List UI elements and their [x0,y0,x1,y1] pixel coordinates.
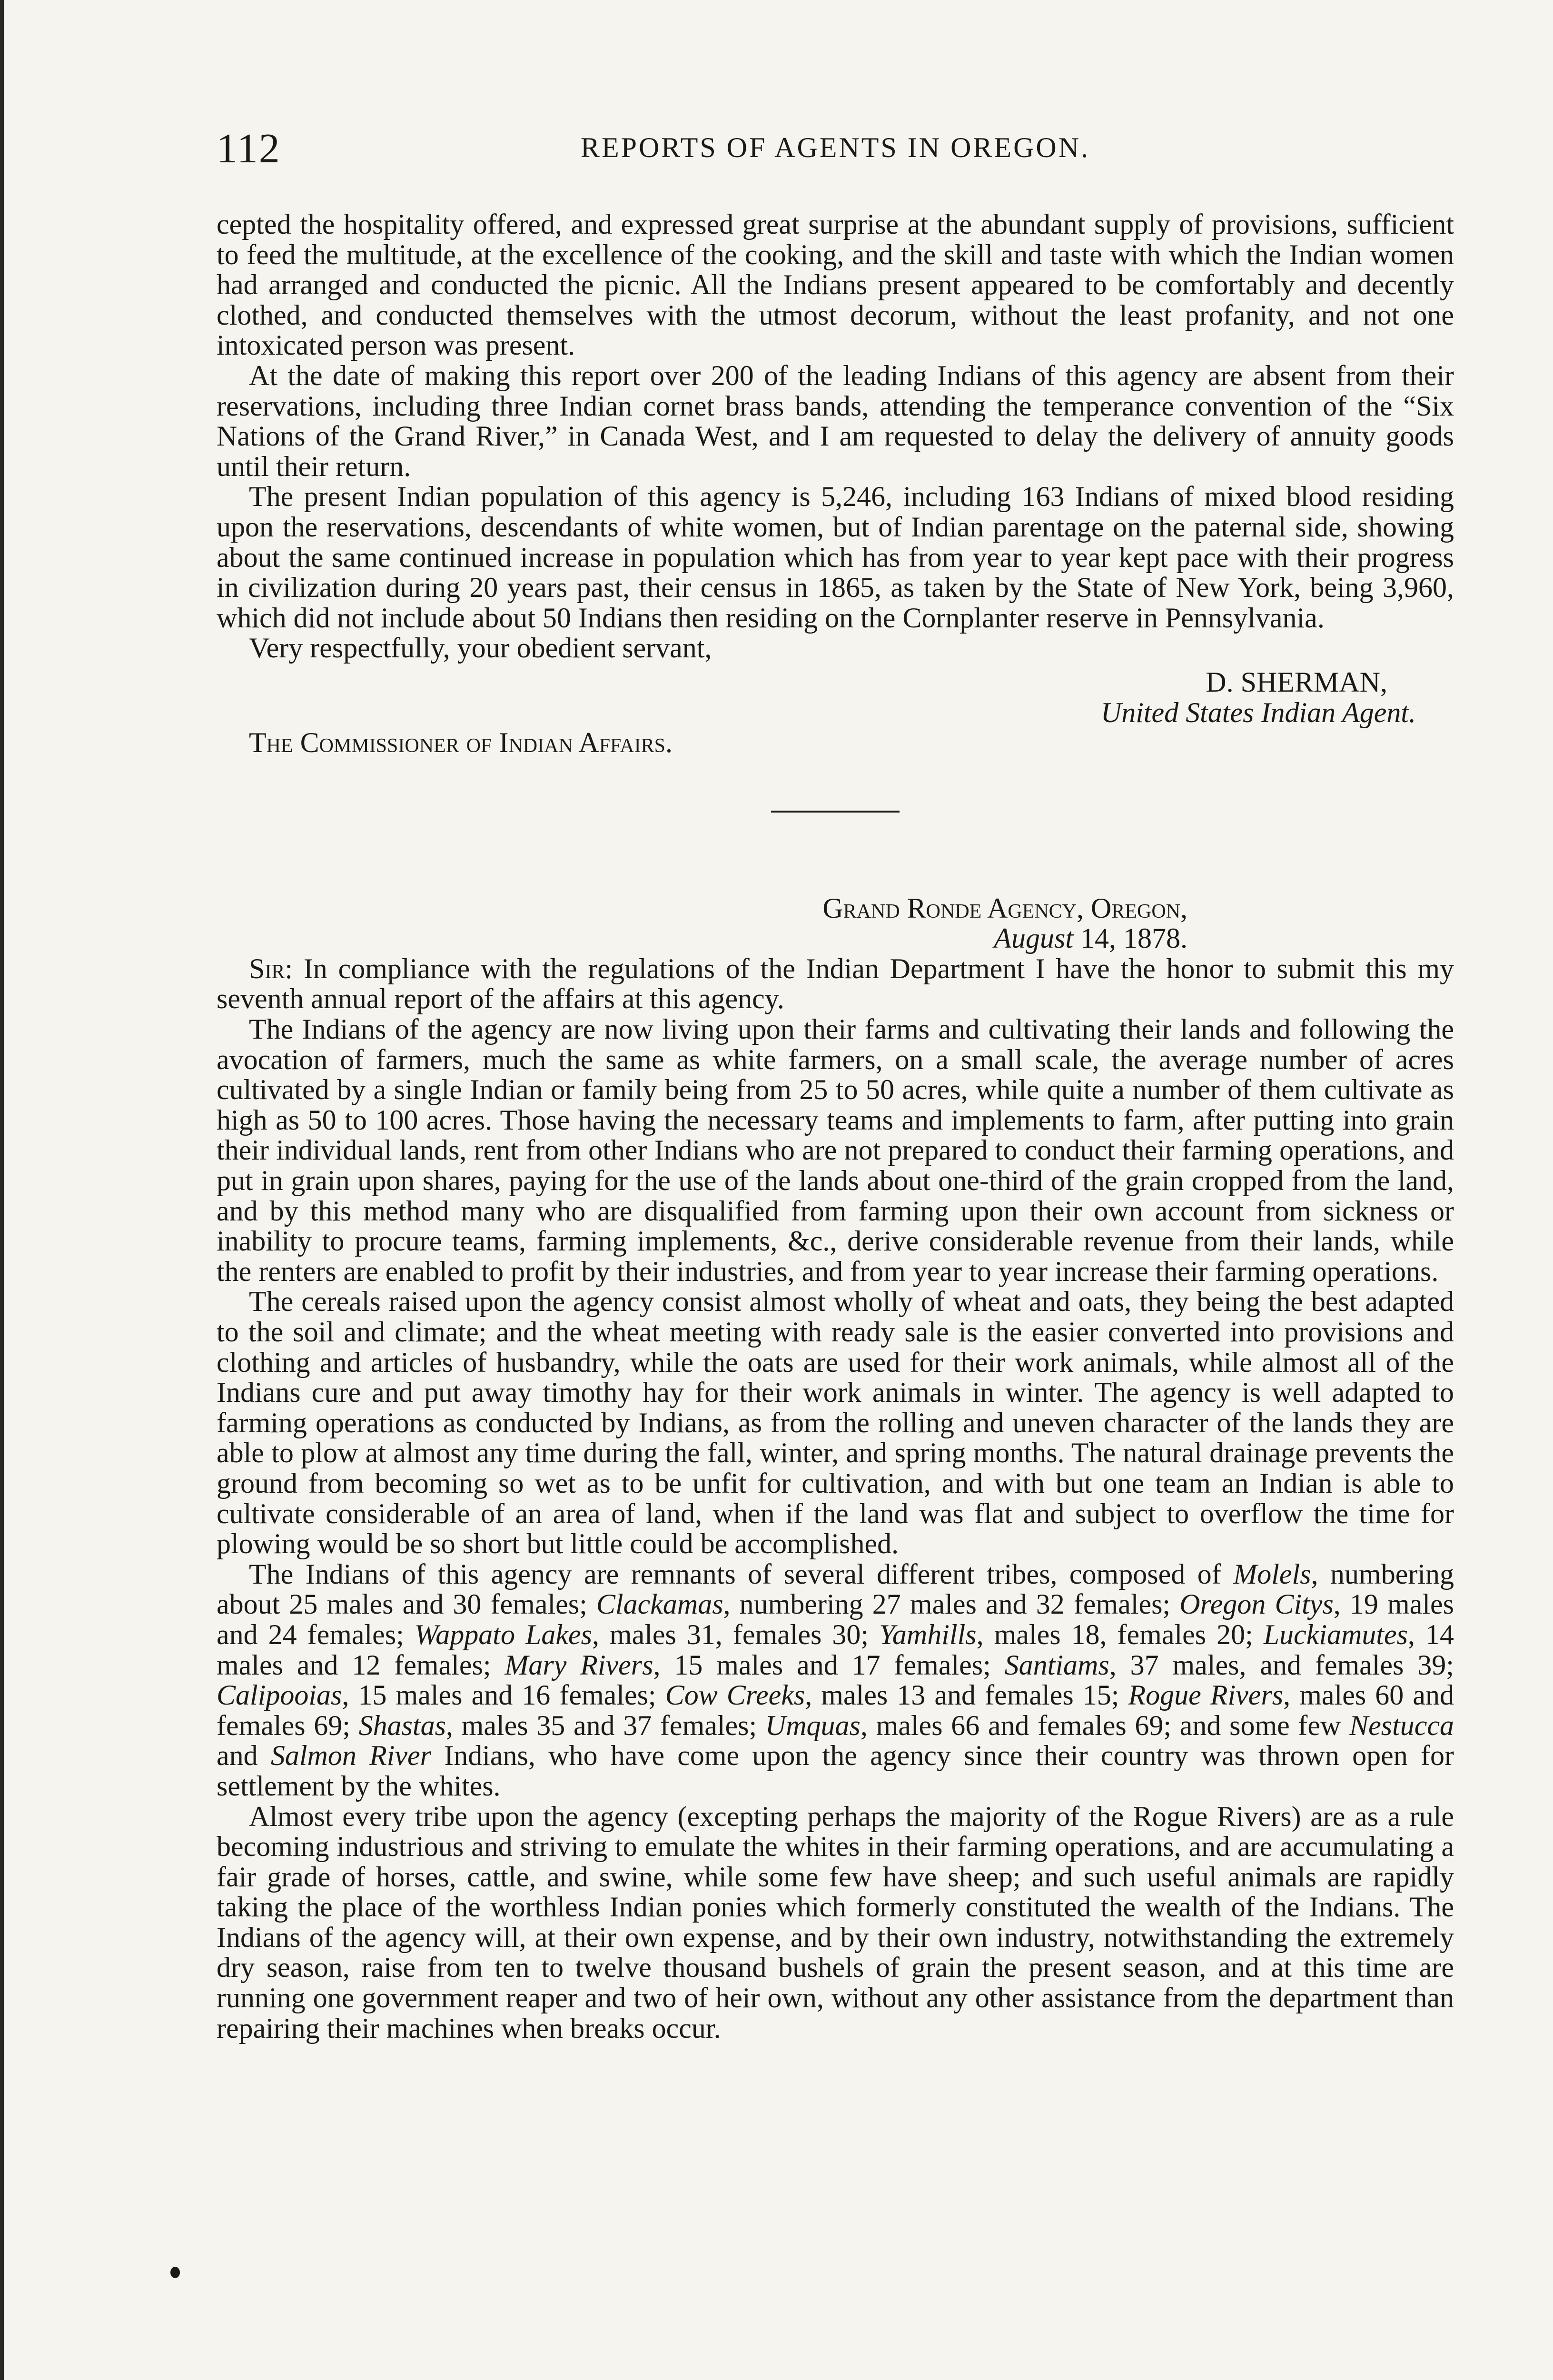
paragraph-text: , 15 males and 17 females; [653,1649,1005,1681]
tribe-name: Calipooias [217,1679,342,1711]
paragraph-text: The Indians of this agency are remnants of several different tribes, composed of [249,1558,1234,1590]
ink-speck [170,2267,180,2278]
paragraph-text: , 14 males and 12 females; [217,1618,1454,1681]
tribe-name: Mary Rivers [504,1649,653,1681]
paragraph-text: , 19 males and 24 females; [217,1588,1454,1650]
signature-title: United States Indian Agent. [1100,696,1416,728]
paragraph: The present Indian population of this agency is 5,246, including 163 Indians of mixed blood residing upon the reservations, descendants of white women, but of Indian parentage on the paternal side, showing about the same continued increase in population which has from year to year kept pace with their progress in civilization during 20 years past, their census in 1865, as taken by the State of New York, being 3,960, which did not include about 50 Indians then residing on the Cornplanter reserve in Pennsylvania. [217,481,1454,634]
letter-date [217,923,1187,954]
page-number: 112 [217,126,281,172]
paragraph-text: Indians, who have come upon the agency since their country was thrown open for settlement by the whites. [217,1740,1454,1802]
tribe-name: Cow Creeks [665,1679,805,1711]
tribe-name: Salmon River [270,1740,432,1772]
tribe-name: Oregon Citys [1179,1588,1334,1620]
paragraph-text: , males 35 and 37 females; [445,1709,765,1741]
paragraph-text: In compliance with the regulations of the Indian Department I have the honor to submit this my seventh annual report of the affairs at this agency. [217,952,1454,1015]
paragraph: The Indians of the agency are now living upon their farms and cultivating their lands and following the avocation of farmers, much the same as white farmers, on a small scale, the average number of acres cultivated by a single Indian or family being from 25 to 50 acres, while quite a number of them cultivate as high as 50 to 100 acres. Those having the necessary teams and implements to farm, after putting into grain their individual lands, rent from other Indians who are not prepared to conduct their farming operations, and put in grain upon shares, paying for the use of the lands about one-third of the grain cropped from the land, and by this method many who are disqualified from farming upon their own account from sickness or inability to procure teams, farming implements, &c., derive considerable revenue from their lands, while the renters are enabled to profit by their industries, and from year to year increase their farming operations. [217,1013,1454,1287]
page-edge-shadow [0,0,4,2380]
paragraph-text: , males 66 and females 69; and some few [860,1709,1350,1741]
paragraph-text: , 37 males, and females 39; [1109,1649,1454,1681]
body-text [217,209,1454,2043]
page-header [217,125,1454,182]
signature-block [217,667,1454,728]
paragraph [217,954,1454,1014]
tribe-name: Nestucca [1349,1709,1454,1741]
tribe-name: Santiams [1004,1649,1109,1681]
tribe-name: Yamhills [879,1618,977,1650]
tribe-name: Clackamas [596,1588,723,1620]
paragraph-text: , males 31, females 30; [592,1618,880,1650]
letter-place: Grand Ronde Agency, Oregon, [822,892,1187,924]
paragraph: cepted the hospitality offered, and expressed great surprise at the abundant supply of provisions, sufficient to feed the multitude, at the excellence of the cooking, and the skill and taste with which the Indian women had arranged and conducted the picnic. All the Indians present appeared to be comfortably and decently clothed, and conducted themselves with the utmost decorum, without the least profanity, and not one intoxicated person was present. [217,208,1454,361]
paragraph-text: , numbering 27 males and 32 females; [723,1588,1180,1620]
tribe-name: Shastas [358,1709,446,1741]
addressee: The Commissioner of Indian Affairs. [249,727,673,759]
tribe-name: Molels [1233,1558,1311,1590]
closing-line: Very respectfully, your obedient servant, [249,632,712,664]
paragraph: At the date of making this report over 200 of the leading Indians of this agency are absent from their reservations, including three Indian cornet brass bands, attending the temperance convention of the “Six Nations of the Grand River,” in Canada West, and I am requested to delay the delivery of annuity goods until their return. [217,359,1454,482]
tribes-paragraph [217,1559,1454,1802]
paragraph-text: , males 18, females 20; [976,1618,1264,1650]
paragraph: Almost every tribe upon the agency (excepting perhaps the majority of the Rogue Rivers) are as a rule becoming industrious and striving to emulate the whites in their farming operations, and are accumulating a fair grade of horses, cattle, and swine, while some few have sheep; and such useful animals are rapidly taking the place of the worthless Indian ponies which formerly constituted the wealth of the Indians. The Indians of the agency will, at their own expense, and by their own industry, notwithstanding the extremely dry season, raise from ten to twelve thousand bushels of grain the present season, and at this time are running one government reaper and two of heir own, without any other assistance from the department than repairing their machines when breaks occur. [217,1800,1454,2044]
paragraph-text: , 15 males and 16 females; [342,1679,665,1711]
section-divider [771,811,900,813]
paragraph-text: , males 13 and females 15; [805,1679,1128,1711]
signature-name: D. SHERMAN, [1206,666,1387,698]
salutation: Sir: [249,952,293,984]
paragraph: The cereals raised upon the agency consist almost wholly of wheat and oats, they being the best adapted to the soil and climate; and the wheat meeting with ready sale is the easier converted into provisions and clothing and articles of husbandry, while the oats are used for their work animals, while almost all of the Indians cure and put away timothy hay for their work animals in winter. The agency is well adapted to farming operations as conducted by Indians, as from the rolling and uneven character of the lands they are able to plow at almost any time during the fall, winter, and spring months. The natural drainage prevents the ground from becoming so wet as to be unfit for cultivation, and with but one team an Indian is able to cultivate considerable of an area of land, when if the land was flat and subject to overflow the time for plowing would be so short but little could be accomplished. [217,1286,1454,1560]
date-month: August [994,922,1073,954]
tribe-name: Wappato Lakes [414,1618,592,1650]
paragraph-text: , males 60 and females 69; [217,1679,1454,1741]
letter-grand-ronde [217,893,1454,2044]
paragraph-text: and [217,1740,271,1772]
letter-sherman [217,209,1454,758]
tribe-name: Umquas [765,1709,861,1741]
running-head: REPORTS OF AGENTS IN OREGON. [580,132,1090,163]
tribe-name: Luckiamutes [1263,1618,1408,1650]
tribe-name: Rogue Rivers [1128,1679,1284,1711]
date-rest: 14, 1878. [1073,922,1187,954]
paragraph-text: , numbering about 25 males and 30 females; [217,1558,1454,1620]
